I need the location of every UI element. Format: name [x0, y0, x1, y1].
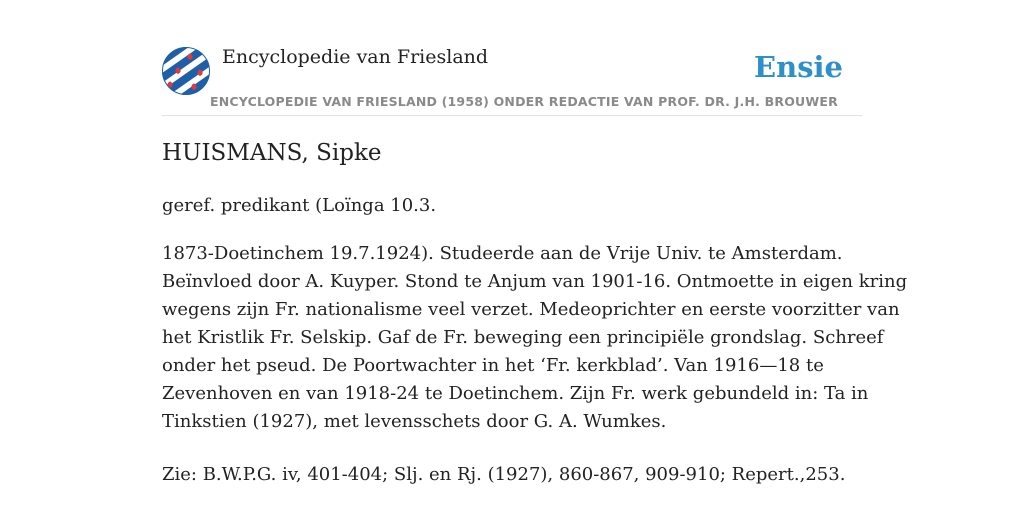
entry-sources: Zie: B.W.P.G. iv, 401-404; Slj. en Rj. (1927), 860-867, 909-910; Repert.,253. [162, 464, 846, 485]
entry-body-line: Tinkstien (1927), met levensschets door G. A. Wumkes. [162, 411, 667, 432]
entry-body-line: Zevenhoven en van 1918-24 te Doetinchem. Zijn Fr. werk gebundeld in: Ta in [162, 383, 869, 404]
entry-body-line: onder het pseud. De Poortwachter in het ‘Fr. kerkblad’. Van 1916—18 te [162, 355, 824, 376]
brand-logo-link[interactable]: Ensie [754, 50, 843, 84]
entry-body-line: wegens zijn Fr. nationalisme veel verzet. Medeoprichter en eerste voorzitter van [162, 299, 900, 320]
entry-body [162, 240, 908, 436]
site-header [162, 44, 862, 116]
entry-body-line: Beïnvloed door A. Kuyper. Stond te Anjum van 1901-16. Ontmoette in eigen kring [162, 271, 908, 292]
entry-lead: geref. predikant (Loïnga 10.3. [162, 195, 437, 216]
site-title[interactable]: Encyclopedie van Friesland [222, 46, 489, 68]
header-divider [162, 115, 862, 116]
frisian-flag-icon[interactable] [162, 47, 210, 95]
entry-body-line: 1873-Doetinchem 19.7.1924). Studeerde aan de Vrije Univ. te Amsterdam. [162, 243, 843, 264]
entry-body-line: het Kristlik Fr. Selskip. Gaf de Fr. beweging een principiële grondslag. Schreef [162, 327, 884, 348]
site-subtitle: ENCYCLOPEDIE VAN FRIESLAND (1958) ONDER REDACTIE VAN PROF. DR. J.H. BROUWER [210, 94, 838, 109]
entry-title: HUISMANS, Sipke [162, 140, 382, 166]
